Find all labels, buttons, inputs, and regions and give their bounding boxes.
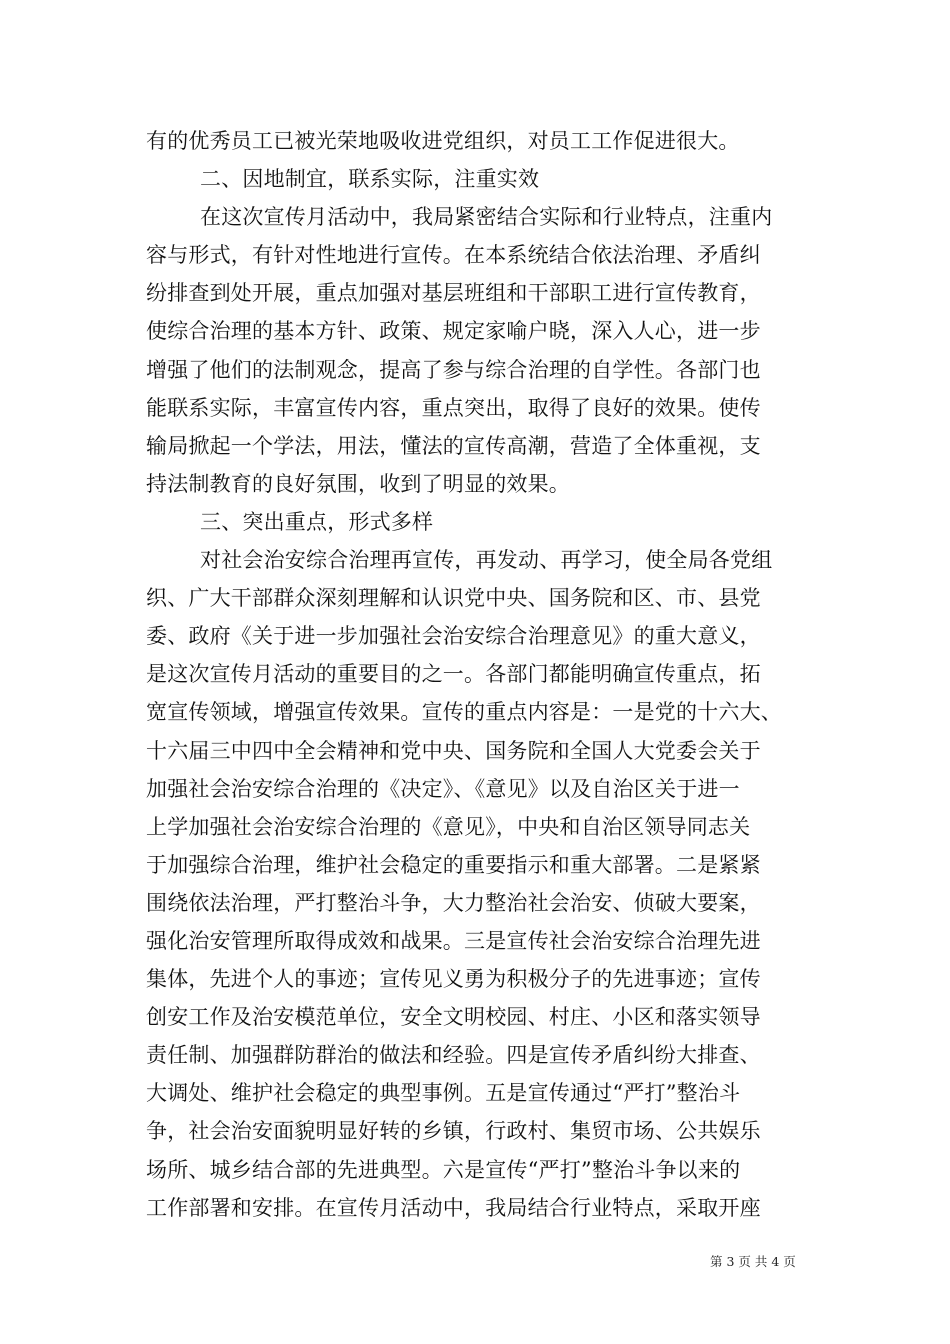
text-line: 工作部署和安排。在宣传月活动中，我局结合行业特点，采取开座 bbox=[146, 1195, 761, 1220]
text-line: 十六届三中四中全会精神和党中央、国务院和全国人大党委会关于 bbox=[146, 738, 761, 763]
text-line: 上学加强社会治安综合治理的《意见》，中央和自治区领导同志关 bbox=[146, 814, 751, 839]
text-line: 委、政府《关于进一步加强社会治安综合治理意见》的重大意义， bbox=[146, 624, 761, 649]
text-line: 于加强综合治理，维护社会稳定的重要指示和重大部署。二是紧紧 bbox=[146, 852, 761, 877]
text-line: 加强社会治安综合治理的《决定》、《意见》以及自治区关于进一 bbox=[146, 776, 740, 801]
text-line: 织、广大干部群众深刻理解和认识党中央、国务院和区、市、县党 bbox=[146, 586, 761, 611]
page-number: 第 3 页 共 4 页 bbox=[710, 1254, 796, 1269]
text-line: 集体，先进个人的事迹；宣传见义勇为积极分子的先进事迹；宣传 bbox=[146, 967, 761, 992]
text-line: 持法制教育的良好氛围，收到了明显的效果。 bbox=[146, 471, 570, 496]
text-line: 责任制、加强群防群治的做法和经验。四是宣传矛盾纠纷大排查、 bbox=[146, 1043, 761, 1068]
text-line: 场所、城乡结合部的先进典型。六是宣传“严打”整治斗争以来的 bbox=[146, 1157, 741, 1182]
text-line: 对社会治安综合治理再宣传，再发动、再学习，使全局各党组 bbox=[200, 548, 773, 573]
text-line: 有的优秀员工已被光荣地吸收进党组织，对员工工作促进很大。 bbox=[146, 129, 740, 153]
text-line: 能联系实际，丰富宣传内容，重点突出，取得了良好的效果。使传 bbox=[146, 395, 761, 420]
document-body bbox=[146, 122, 806, 1227]
text-line: 宽宣传领域，增强宣传效果。宣传的重点内容是：一是党的十六大、 bbox=[146, 700, 782, 725]
text-line: 创安工作及治安模范单位，安全文明校园、村庄、小区和落实领导 bbox=[146, 1005, 761, 1030]
text-line: 围绕依法治理，严打整治斗争，大力整治社会治安、侦破大要案， bbox=[146, 890, 761, 915]
text-line: 二、因地制宜，联系实际，注重实效 bbox=[200, 167, 540, 192]
text-line: 在这次宣传月活动中，我局紧密结合实际和行业特点，注重内 bbox=[200, 205, 773, 230]
text-line: 争，社会治安面貌明显好转的乡镇，行政村、集贸市场、公共娱乐 bbox=[146, 1119, 761, 1144]
text-line: 大调处、维护社会稳定的典型事例。五是宣传通过“严打”整治斗 bbox=[146, 1081, 741, 1106]
text-line: 纷排查到处开展，重点加强对基层班组和干部职工进行宣传教育， bbox=[146, 281, 761, 306]
text-line: 强化治安管理所取得成效和战果。三是宣传社会治安综合治理先进 bbox=[146, 928, 761, 953]
text-line: 使综合治理的基本方针、政策、规定家喻户晓，深入人心，进一步 bbox=[146, 319, 761, 344]
text-line: 是这次宣传月活动的重要目的之一。各部门都能明确宣传重点，拓 bbox=[146, 662, 761, 687]
text-line: 容与形式，有针对性地进行宣传。在本系统结合依法治理、矛盾纠 bbox=[146, 243, 761, 268]
text-line: 三、突出重点，形式多样 bbox=[200, 509, 434, 534]
text-line: 增强了他们的法制观念，提高了参与综合治理的自学性。各部门也 bbox=[146, 357, 761, 382]
text-line: 输局掀起一个学法，用法，懂法的宣传高潮，营造了全体重视，支 bbox=[146, 433, 761, 458]
